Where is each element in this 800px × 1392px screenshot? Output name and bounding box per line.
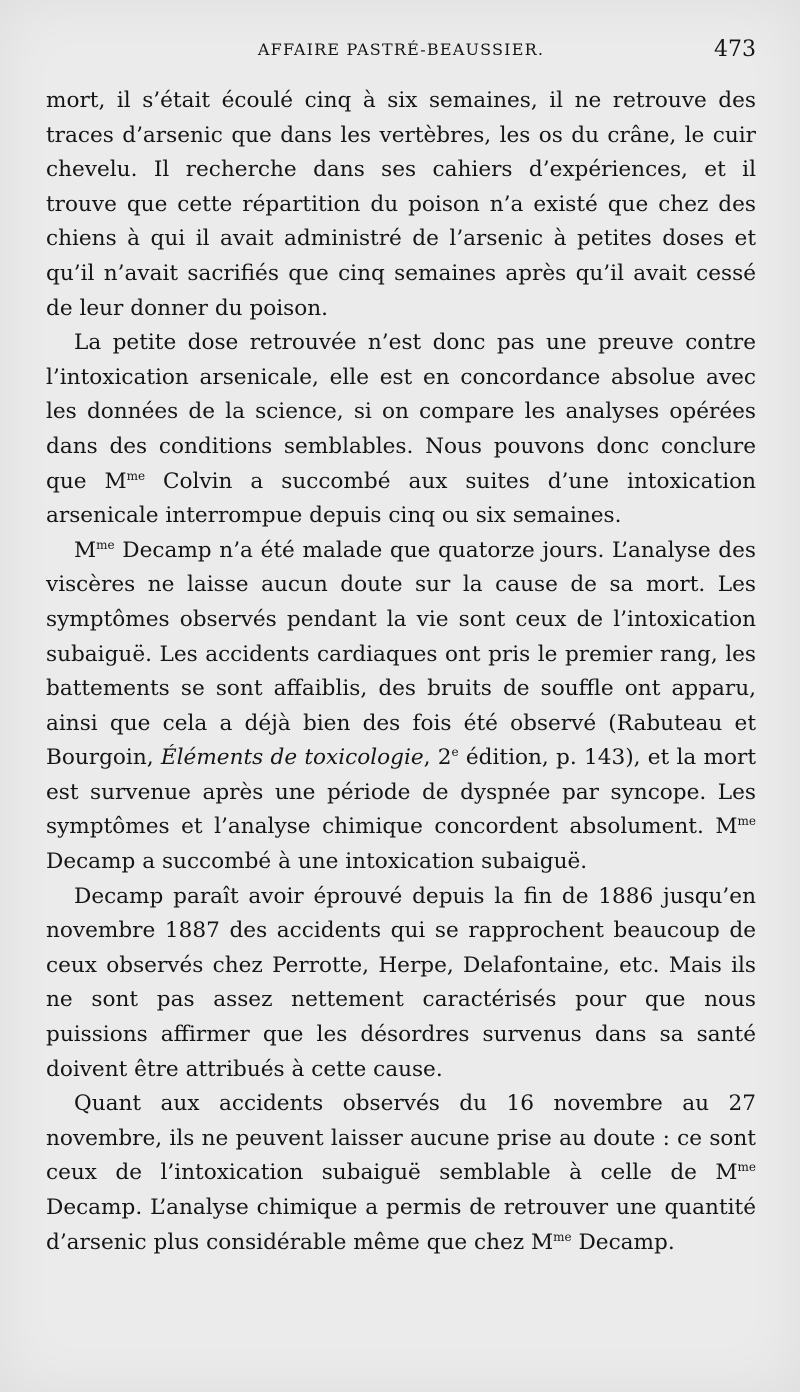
paragraph-4-text: Decamp paraît avoir éprouvé depuis la fin de 1886 jusqu’en novembre 1887 des accidents qui se rapprochent beaucoup de ceux observés chez Perrotte, Herpe, Delafontaine, etc. Mais ils ne sont pas assez nettement caractérisés pour que nous puissions affirmer que les désordres survenus dans sa santé doivent être attribués à cette cause.	[46, 883, 756, 1082]
paragraph-1	[46, 84, 756, 326]
book-title-citation: Éléments de toxicologie	[160, 745, 424, 771]
superscript-me: me	[96, 537, 115, 552]
superscript-me: me	[737, 1160, 756, 1175]
paragraph-3-text-c: édition, p. 143), et la mort est survenue après une période de dyspnée par syncope. Les symptômes et l’analyse chimique concordent absolument. M	[46, 745, 757, 840]
paragraph-3-prefix: M	[74, 537, 97, 563]
body-text	[46, 84, 756, 1260]
page-header	[46, 38, 756, 68]
paragraph-5-text-b: Decamp. L’analyse chimique a permis de retrouver une quantité d’arsenic plus considérable même que chez M	[46, 1195, 756, 1255]
paragraph-2-text-b: Colvin a succombé aux suites d’une intoxication arsenicale interrompue depuis cinq ou six semaines.	[46, 468, 757, 529]
paragraph-2-text-a: La petite dose retrouvée n’est donc pas une preuve contre l’intoxication arsenicale, elle est en concordance absolue avec les données de la science, si on compare les analyses opérées dans des conditions semblables. Nous pouvons donc conclure que M	[46, 330, 756, 494]
paragraph-3-text-b: , 2	[423, 745, 452, 771]
paragraph-1-text: mort, il s’était écoulé cinq à six semaines, il ne retrouve des traces d’arsenic que dans les vertèbres, les os du crâne, le cuir chevelu. Il recherche dans ses cahiers d’expériences, et il trouve que cette répartition du poison n’a existé que chez des chiens à qui il avait administré de l’arsenic à petites doses et qu’il n’avait sacrifiés que cinq semaines après qu’il avait cessé de leur donner du poison.	[46, 88, 756, 321]
paragraph-3	[46, 534, 756, 880]
superscript-e: e	[451, 745, 459, 760]
paragraph-5	[46, 1087, 756, 1260]
page-number: 473	[714, 37, 756, 62]
running-head: AFFAIRE PASTRÉ-BEAUSSIER.	[257, 40, 545, 59]
paragraph-2	[46, 326, 756, 534]
paragraph-3-text-d: Decamp a succombé à une intoxication subaiguë.	[46, 849, 588, 875]
superscript-me: me	[553, 1229, 572, 1244]
paragraph-4	[46, 880, 756, 1088]
superscript-me: me	[126, 468, 146, 483]
paragraph-5-text-a: Quant aux accidents observés du 16 novembre au 27 novembre, ils ne peuvent laisser aucune prise au doute : ce sont ceux de l’intoxication subaiguë semblable à celle de M	[46, 1091, 756, 1186]
paragraph-5-text-c: Decamp.	[571, 1229, 675, 1255]
paragraph-3-text-a: Decamp n’a été malade que quatorze jours. L’analyse des viscères ne laisse aucun doute sur la cause de sa mort. Les symptômes observés pendant la vie sont ceux de l’intoxication subaiguë. Les accidents cardiaques ont pris le premier rang, les battements se sont affaiblis, des bruits de souffle ont apparu, ainsi que cela a déjà bien des fois été observé (Rabuteau et Bourgoin,	[46, 537, 756, 771]
superscript-me: me	[737, 814, 756, 829]
